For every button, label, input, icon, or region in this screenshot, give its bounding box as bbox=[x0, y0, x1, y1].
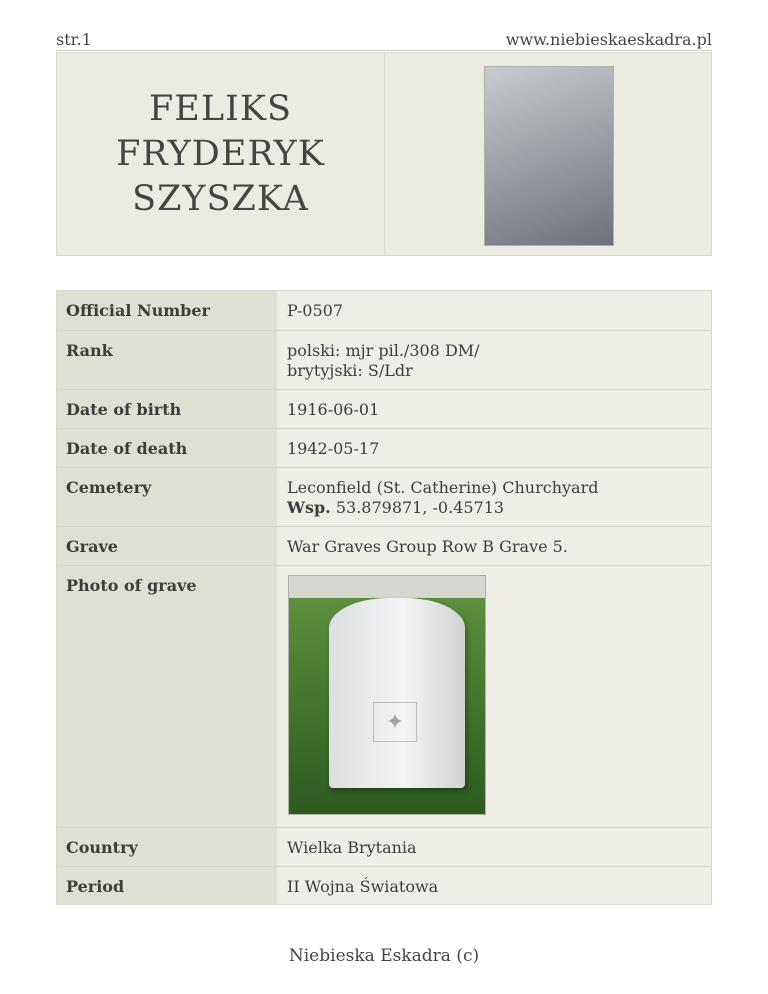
row-value: 1916-06-01 bbox=[287, 400, 380, 419]
footer-copyright: Niebieska Eskadra (c) bbox=[288, 946, 480, 966]
name-line: FRYDERYK bbox=[116, 133, 325, 174]
table-row bbox=[57, 828, 711, 867]
row-label: Rank bbox=[66, 341, 113, 360]
row-value: P-0507 bbox=[287, 301, 344, 320]
portrait-photo bbox=[485, 67, 613, 245]
cemetery-name: Leconfield (St. Catherine) Churchyard bbox=[287, 478, 599, 497]
row-label: Official Number bbox=[66, 301, 210, 320]
rank-polish: polski: mjr pil./308 DM/ bbox=[287, 341, 480, 360]
site-url[interactable]: www.niebieskaeskadra.pl bbox=[505, 30, 712, 49]
row-label: Grave bbox=[66, 537, 118, 556]
table-row bbox=[57, 331, 711, 390]
table-row bbox=[57, 429, 711, 468]
row-value: II Wojna Światowa bbox=[287, 877, 439, 896]
row-value: Wielka Brytania bbox=[287, 838, 417, 857]
table-row bbox=[57, 566, 711, 828]
name-line: FELIKS bbox=[148, 88, 293, 129]
table-row bbox=[57, 468, 711, 527]
coords-value: 53.879871, -0.45713 bbox=[335, 498, 505, 517]
table-row bbox=[57, 390, 711, 429]
row-label: Date of birth bbox=[66, 400, 182, 419]
name-line: SZYSZKA bbox=[132, 178, 309, 219]
rank-british: brytyjski: S/Ldr bbox=[287, 361, 413, 380]
name-box bbox=[56, 52, 712, 256]
grave-photo bbox=[289, 576, 485, 814]
row-value: 1942-05-17 bbox=[287, 439, 380, 458]
person-name bbox=[116, 87, 325, 222]
table-row bbox=[57, 291, 711, 331]
row-value bbox=[287, 341, 480, 381]
page-number: str.1 bbox=[56, 30, 92, 49]
name-cell bbox=[57, 53, 385, 255]
row-label: Period bbox=[66, 877, 125, 896]
cemetery-coords bbox=[287, 498, 598, 518]
row-value: War Graves Group Row B Grave 5. bbox=[287, 537, 568, 556]
table-row bbox=[57, 867, 711, 906]
info-table bbox=[56, 290, 712, 905]
table-row bbox=[57, 527, 711, 566]
headstone bbox=[329, 598, 465, 788]
header-divider bbox=[56, 50, 712, 51]
coords-label: Wsp. bbox=[287, 498, 331, 517]
eagle-emblem-icon: ✦ bbox=[373, 702, 417, 742]
row-label: Date of death bbox=[66, 439, 188, 458]
row-label: Cemetery bbox=[66, 478, 152, 497]
row-label: Country bbox=[66, 838, 138, 857]
row-label: Photo of grave bbox=[66, 576, 197, 595]
row-value bbox=[287, 478, 598, 518]
